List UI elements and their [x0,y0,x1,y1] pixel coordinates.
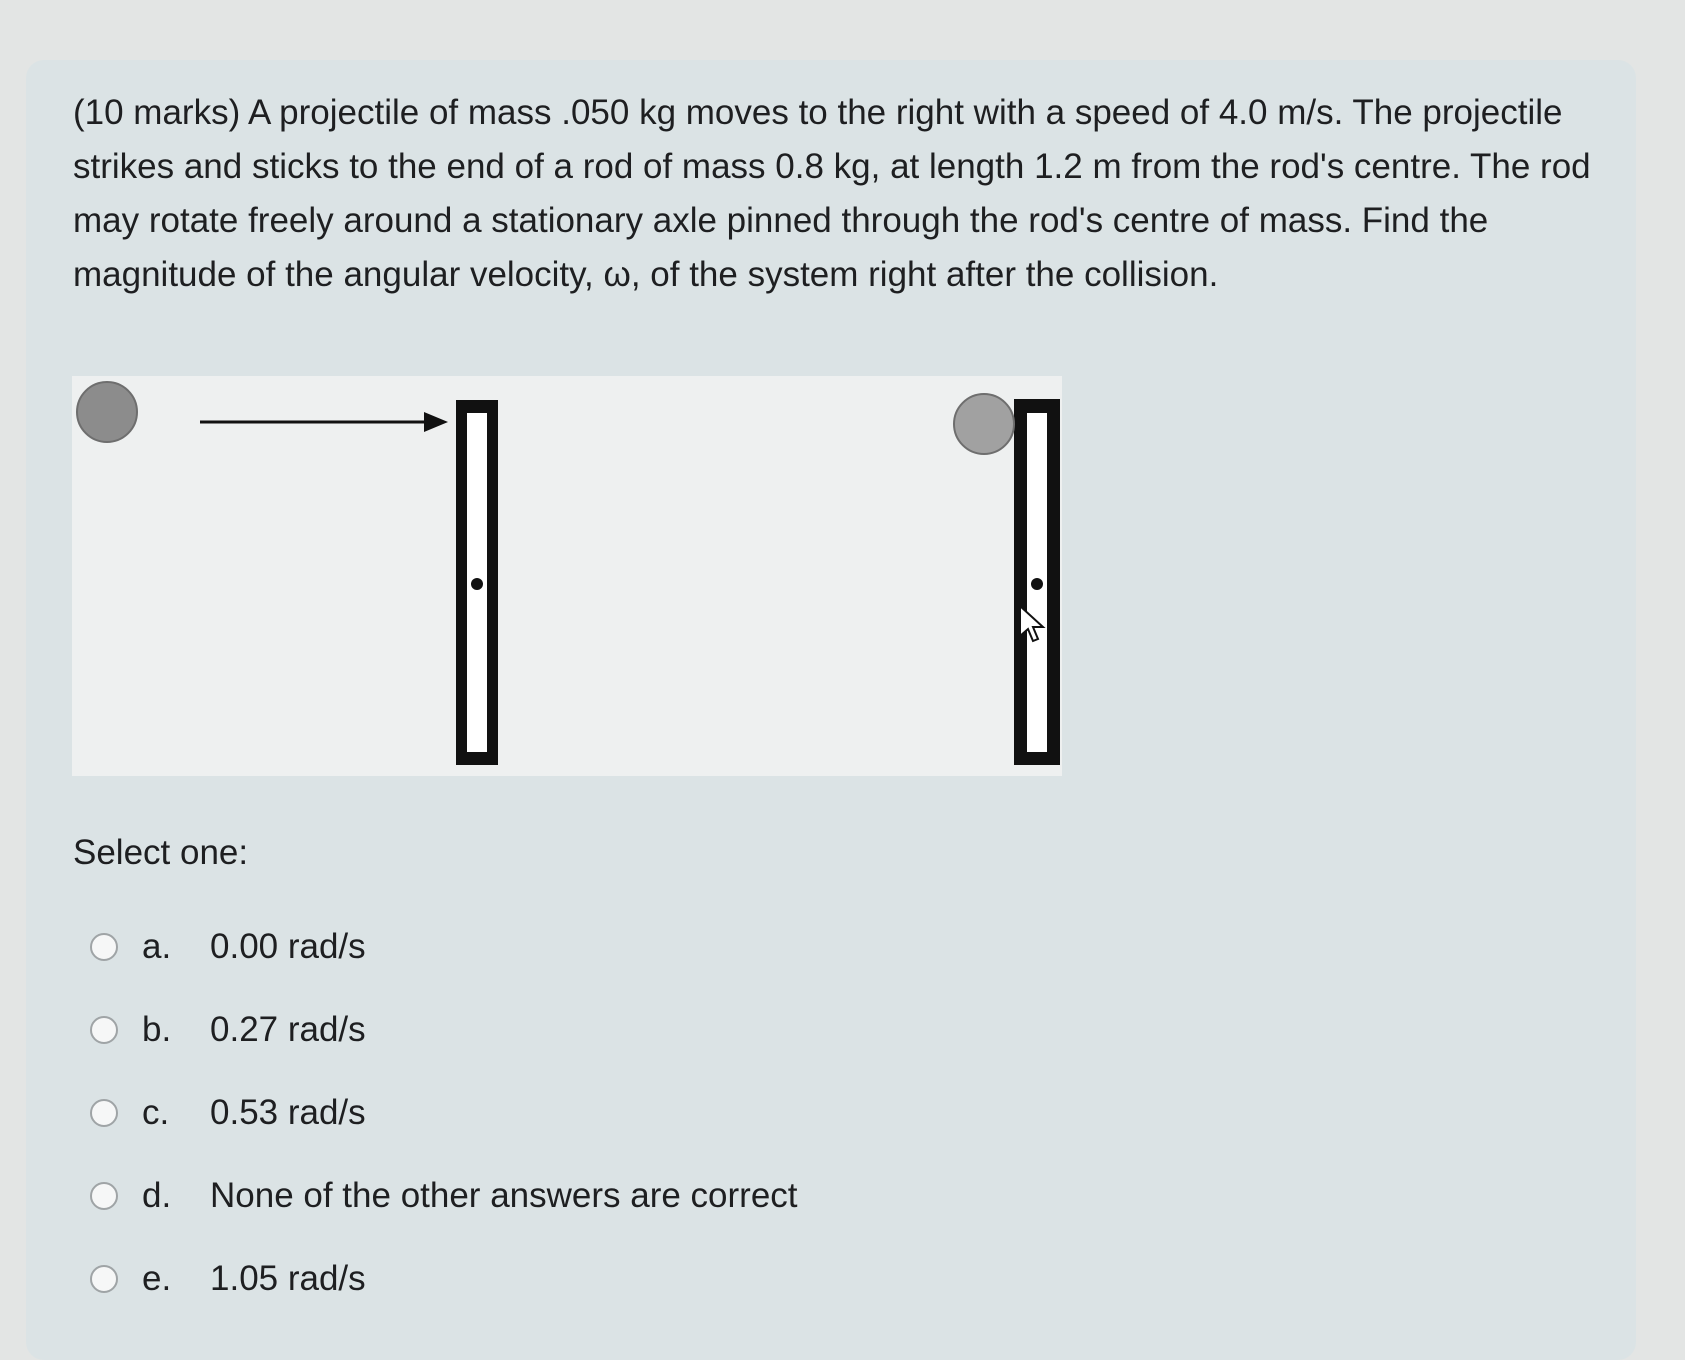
axle-pin-after-icon [1031,578,1043,590]
option-text: None of the other answers are correct [210,1175,798,1215]
radio-button[interactable] [90,1182,118,1210]
radio-button[interactable] [90,1265,118,1293]
option-a[interactable] [90,905,798,988]
velocity-arrow-icon [200,412,448,432]
projectile-ball-after-icon [954,394,1014,454]
option-b[interactable] [90,988,798,1071]
radio-button[interactable] [90,1099,118,1127]
option-text: 1.05 rad/s [210,1258,366,1298]
option-letter: e. [142,1258,172,1298]
question-text: (10 marks) A projectile of mass .050 kg moves to the right with a speed of 4.0 m/s. The projectile strikes and sticks to the end of a rod of mass 0.8 kg, at length 1.2 m from the rod's centre. The rod may rotate freely around a stationary axle pinned through the rod's centre of mass. Find the magnitude of the angular velocity, ω, of the system right after the collision. [73,93,1591,294]
projectile-ball-icon [77,382,137,442]
option-letter: c. [142,1092,170,1132]
option-text: 0.53 rad/s [210,1092,366,1132]
option-c[interactable] [90,1071,798,1154]
radio-button[interactable] [90,933,118,961]
answer-options [90,905,798,1320]
axle-pin-icon [471,578,483,590]
radio-button[interactable] [90,1016,118,1044]
option-text: 0.00 rad/s [210,926,366,966]
option-text: 0.27 rad/s [210,1009,366,1049]
option-letter: a. [142,926,172,966]
option-letter: d. [142,1175,172,1215]
option-letter: b. [142,1009,172,1049]
question-figure [72,376,1062,776]
select-one-label: Select one: [73,833,249,872]
option-d[interactable] [90,1154,798,1237]
option-e[interactable] [90,1237,798,1320]
collision-diagram [72,376,1062,776]
